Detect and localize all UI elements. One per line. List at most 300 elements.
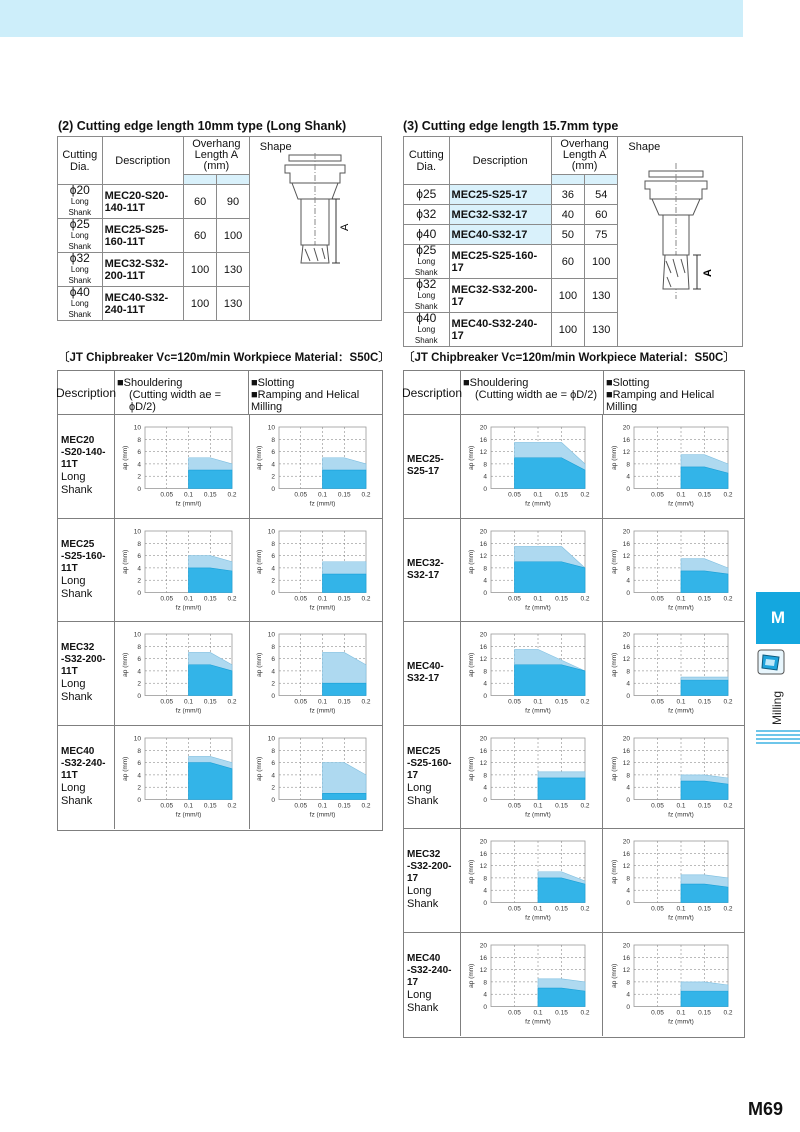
- x-tick-label: 0.2: [723, 905, 733, 913]
- x-axis-label: fz (mm/t): [525, 1018, 551, 1025]
- shouldering-chart-cell: [115, 415, 250, 519]
- section3-spec-table: [403, 136, 743, 347]
- x-tick-label: 0.05: [651, 595, 664, 602]
- x-axis-label: fz (mm/t): [309, 500, 336, 508]
- y-tick-label: 0: [271, 693, 275, 700]
- left-chart-grid: [57, 370, 383, 831]
- y-tick-label: 4: [483, 887, 487, 895]
- y-tick-label: 8: [271, 540, 275, 548]
- y-tick-label: 8: [483, 771, 487, 779]
- y-tick-label: 2: [137, 680, 141, 688]
- y-tick-label: 8: [626, 978, 630, 986]
- cutting-condition-chart: [249, 622, 383, 726]
- y-tick-label: 20: [622, 942, 630, 949]
- dia-cell: ϕ40 Long Shank: [58, 287, 103, 321]
- y-tick-label: 8: [626, 875, 630, 883]
- y-tick-label: 20: [479, 942, 487, 949]
- slotting-chart-cell: [604, 933, 745, 1037]
- chart-row-description: [58, 622, 115, 725]
- dia-cell: ϕ40 Long Shank: [404, 313, 450, 347]
- shouldering-chart-cell: [115, 622, 250, 726]
- description-line: Long Shank: [61, 471, 93, 497]
- cutting-condition-chart: [115, 415, 249, 519]
- chart-row-description: [404, 726, 461, 829]
- x-tick-label: 0.2: [227, 698, 237, 706]
- chart-row: [404, 415, 744, 519]
- x-tick-label: 0.2: [361, 595, 371, 602]
- cutting-condition-chart: [604, 519, 745, 623]
- y-tick-label: 4: [271, 668, 275, 676]
- y-axis-label: ap (mm): [611, 445, 618, 470]
- x-tick-label: 0.15: [555, 698, 568, 706]
- x-tick-label: 0.05: [160, 698, 174, 706]
- value-cell: 100: [183, 253, 216, 287]
- x-tick-label: 0.15: [555, 491, 568, 499]
- slotting-chart-cell: [249, 726, 383, 830]
- y-tick-label: 2: [271, 577, 275, 585]
- y-tick-label: 16: [622, 643, 630, 651]
- x-tick-label: 0.1: [183, 802, 194, 809]
- x-tick-label: 0.15: [337, 698, 351, 706]
- x-axis-label: fz (mm/t): [668, 1018, 694, 1025]
- cutting-condition-chart: [249, 726, 383, 830]
- slotting-chart-cell: [604, 726, 745, 830]
- description-line: Long Shank: [61, 574, 93, 600]
- side-label-milling: Milling: [770, 690, 784, 725]
- x-tick-label: 0.2: [580, 491, 590, 499]
- x-tick-label: 0.1: [533, 491, 543, 499]
- chart-row-description: [404, 519, 461, 622]
- x-tick-label: 0.15: [337, 595, 351, 602]
- y-axis-label: ap (mm): [468, 652, 475, 677]
- y-tick-label: 16: [622, 850, 630, 858]
- y-tick-label: 0: [271, 796, 275, 804]
- side-stripes: [756, 730, 800, 746]
- y-tick-label: 4: [483, 577, 487, 585]
- chart-row: [404, 726, 744, 830]
- x-axis-label: fz (mm/t): [309, 811, 336, 818]
- chart-row: [58, 519, 382, 623]
- y-tick-label: 0: [137, 589, 141, 597]
- chart-row-description: [404, 622, 461, 725]
- header-blue-cell: [551, 175, 584, 185]
- grid-header-shouldering: ■Shouldering (Cutting width ae = ϕD/2): [115, 371, 249, 415]
- shouldering-chart-cell: [461, 726, 603, 830]
- y-tick-label: 4: [626, 784, 630, 792]
- value-cell: 130: [585, 279, 618, 313]
- x-tick-label: 0.15: [698, 491, 711, 499]
- cutting-condition-chart: [461, 415, 602, 519]
- y-tick-label: 8: [483, 978, 487, 986]
- x-tick-label: 0.05: [651, 698, 664, 706]
- header-blue-cell: [585, 175, 618, 185]
- description-line: -S32-200-17: [407, 861, 452, 885]
- endmill-drawing: [252, 153, 378, 271]
- value-cell: 90: [217, 185, 250, 219]
- x-tick-label: 0.15: [555, 905, 568, 913]
- y-tick-label: 12: [622, 759, 630, 767]
- value-cell: 100: [551, 313, 584, 347]
- dia-cell: ϕ32: [404, 205, 450, 225]
- description-line: -S25-160-17: [407, 757, 452, 781]
- x-tick-label: 0.2: [580, 1009, 590, 1016]
- series-area-dark: [681, 680, 728, 695]
- desc-cell: MEC40-S32-240-11T: [102, 287, 183, 321]
- x-tick-label: 0.15: [555, 595, 568, 602]
- y-tick-label: 10: [267, 528, 275, 535]
- y-tick-label: 0: [626, 900, 630, 907]
- x-tick-label: 0.1: [533, 905, 543, 913]
- y-tick-label: 6: [137, 449, 141, 457]
- conditions-right: 〔JT Chipbreaker Vc=120m/min Workpiece Material：S50C〕: [403, 352, 735, 364]
- y-axis-label: ap (mm): [468, 756, 475, 781]
- x-axis-label: fz (mm/t): [668, 604, 694, 611]
- value-cell: 60: [585, 205, 618, 225]
- value-cell: 40: [551, 205, 584, 225]
- chart-row-description: [58, 415, 115, 518]
- dia-cell: ϕ32 Long Shank: [58, 253, 103, 287]
- section3-title: (3) Cutting edge length 15.7mm type: [403, 119, 619, 133]
- x-tick-label: 0.2: [580, 802, 590, 809]
- y-tick-label: 2: [271, 473, 275, 481]
- y-tick-label: 16: [622, 436, 630, 444]
- dia-cell: ϕ40: [404, 225, 450, 245]
- cutting-condition-chart: [461, 726, 602, 830]
- y-tick-label: 4: [483, 991, 487, 999]
- x-tick-label: 0.05: [651, 491, 664, 499]
- header-cutting-dia: Cutting Dia.: [404, 137, 450, 185]
- x-tick-label: 0.15: [698, 595, 711, 602]
- x-tick-label: 0.15: [698, 802, 711, 809]
- cutting-condition-chart: [461, 519, 602, 623]
- desc-cell: MEC32-S32-17: [449, 205, 551, 225]
- y-tick-label: 10: [267, 735, 275, 742]
- cutting-condition-chart: [461, 622, 602, 726]
- x-tick-label: 0.15: [337, 802, 351, 809]
- y-axis-label: ap (mm): [611, 859, 618, 884]
- value-cell: 100: [551, 279, 584, 313]
- y-axis-label: ap (mm): [122, 652, 129, 677]
- y-tick-label: 12: [479, 759, 487, 767]
- y-tick-label: 10: [133, 528, 141, 535]
- x-tick-label: 0.15: [203, 802, 217, 809]
- y-tick-label: 0: [626, 589, 630, 597]
- value-cell: 75: [585, 225, 618, 245]
- chart-row: [58, 622, 382, 726]
- y-tick-label: 0: [483, 796, 487, 804]
- y-tick-label: 20: [479, 735, 487, 742]
- y-tick-label: 12: [622, 966, 630, 974]
- grid-header-slotting: ■Slotting ■Ramping and Helical Milling: [604, 371, 744, 415]
- value-cell: 60: [183, 185, 216, 219]
- shouldering-chart-cell: [461, 622, 603, 726]
- x-tick-label: 0.2: [723, 491, 733, 499]
- y-tick-label: 0: [626, 486, 630, 493]
- top-color-band: [0, 0, 743, 37]
- y-tick-label: 4: [137, 668, 141, 676]
- y-tick-label: 20: [479, 424, 487, 432]
- x-tick-label: 0.15: [555, 1009, 568, 1016]
- x-tick-label: 0.05: [160, 595, 174, 602]
- x-tick-label: 0.15: [203, 595, 217, 602]
- desc-cell: MEC25-S25-160-17: [449, 245, 551, 279]
- x-axis-label: fz (mm/t): [175, 707, 202, 715]
- x-axis-label: fz (mm/t): [525, 500, 551, 508]
- y-tick-label: 10: [133, 631, 141, 639]
- section2-title: (2) Cutting edge length 10mm type (Long Shank): [58, 119, 347, 133]
- y-tick-label: 12: [622, 552, 630, 560]
- y-tick-label: 0: [137, 693, 141, 700]
- x-tick-label: 0.2: [723, 1009, 733, 1016]
- dim-a-label: A: [702, 269, 715, 277]
- x-tick-label: 0.1: [183, 595, 194, 602]
- description-line: MEC20: [61, 435, 95, 447]
- x-tick-label: 0.1: [676, 491, 686, 499]
- chart-row: [404, 519, 744, 623]
- description-line: Long Shank: [407, 989, 439, 1015]
- x-tick-label: 0.1: [533, 595, 543, 602]
- grid-header-slotting: ■Slotting ■Ramping and Helical Milling: [249, 371, 382, 415]
- x-tick-label: 0.05: [508, 1009, 521, 1016]
- x-axis-label: fz (mm/t): [175, 500, 202, 508]
- chart-row-description: [404, 933, 461, 1037]
- series-area-dark: [323, 470, 367, 488]
- y-tick-label: 0: [626, 693, 630, 700]
- cutting-condition-chart: [604, 933, 745, 1037]
- description-line: Long Shank: [61, 782, 93, 808]
- y-tick-label: 0: [483, 486, 487, 493]
- y-tick-label: 16: [479, 540, 487, 548]
- y-tick-label: 10: [267, 424, 275, 432]
- y-tick-label: 0: [626, 1003, 630, 1011]
- slotting-chart-cell: [249, 622, 383, 726]
- x-tick-label: 0.2: [361, 698, 371, 706]
- x-tick-label: 0.1: [533, 802, 543, 809]
- x-tick-label: 0.15: [555, 802, 568, 809]
- y-tick-label: 4: [271, 461, 275, 469]
- y-tick-label: 2: [137, 784, 141, 792]
- x-tick-label: 0.15: [698, 1009, 711, 1016]
- x-tick-label: 0.2: [227, 491, 237, 499]
- y-tick-label: 4: [271, 564, 275, 572]
- x-tick-label: 0.2: [723, 698, 733, 706]
- y-tick-label: 0: [483, 589, 487, 597]
- description-line: Long Shank: [407, 781, 439, 807]
- shouldering-chart-cell: [115, 726, 250, 830]
- y-tick-label: 4: [483, 784, 487, 792]
- y-tick-label: 8: [137, 747, 141, 755]
- y-axis-label: ap (mm): [122, 445, 129, 470]
- dia-cell: ϕ20 Long Shank: [58, 185, 103, 219]
- header-description: Description: [449, 137, 551, 185]
- desc-cell: MEC32-S32-200-17: [449, 279, 551, 313]
- section-tab-m[interactable]: M: [756, 592, 800, 644]
- x-tick-label: 0.2: [723, 595, 733, 602]
- y-tick-label: 2: [137, 473, 141, 481]
- y-tick-label: 0: [483, 1003, 487, 1011]
- value-cell: 100: [217, 219, 250, 253]
- y-tick-label: 10: [267, 631, 275, 639]
- slotting-chart-cell: [604, 415, 745, 519]
- shouldering-chart-cell: [115, 519, 250, 623]
- series-area-dark: [515, 561, 586, 592]
- grid-header-description: Description: [58, 371, 115, 415]
- dia-cell: ϕ25 Long Shank: [58, 219, 103, 253]
- y-tick-label: 12: [479, 863, 487, 871]
- x-tick-label: 0.2: [227, 595, 237, 602]
- y-tick-label: 16: [479, 747, 487, 755]
- grid-header-description: Description: [404, 371, 461, 415]
- chart-row-description: [58, 519, 115, 622]
- y-tick-label: 16: [479, 954, 487, 962]
- desc-cell: MEC40-S32-240-17: [449, 313, 551, 347]
- x-tick-label: 0.1: [676, 1009, 686, 1016]
- y-tick-label: 0: [483, 693, 487, 700]
- value-cell: 130: [585, 313, 618, 347]
- x-tick-label: 0.05: [651, 905, 664, 913]
- y-tick-label: 4: [483, 473, 487, 481]
- y-axis-label: ap (mm): [611, 756, 618, 781]
- y-tick-label: 16: [479, 850, 487, 858]
- x-axis-label: fz (mm/t): [525, 811, 551, 818]
- dim-a-label: A: [339, 223, 352, 231]
- y-tick-label: 8: [137, 643, 141, 651]
- chart-row-description: [404, 415, 461, 518]
- x-tick-label: 0.05: [508, 491, 521, 499]
- value-cell: 50: [551, 225, 584, 245]
- y-tick-label: 0: [137, 486, 141, 493]
- y-tick-label: 20: [622, 424, 630, 432]
- y-tick-label: 8: [271, 436, 275, 444]
- x-tick-label: 0.1: [317, 698, 328, 706]
- y-axis-label: ap (mm): [122, 756, 129, 781]
- y-tick-label: 8: [137, 540, 141, 548]
- x-tick-label: 0.1: [317, 595, 328, 602]
- x-tick-label: 0.1: [676, 698, 686, 706]
- dia-cell: ϕ32 Long Shank: [404, 279, 450, 313]
- series-area-dark: [515, 665, 586, 696]
- x-tick-label: 0.1: [533, 698, 543, 706]
- shouldering-chart-cell: [461, 829, 603, 933]
- value-cell: 36: [551, 185, 584, 205]
- x-tick-label: 0.1: [183, 698, 194, 706]
- x-axis-label: fz (mm/t): [525, 604, 551, 611]
- x-tick-label: 0.05: [294, 698, 308, 706]
- chart-row: [58, 415, 382, 519]
- x-tick-label: 0.15: [698, 905, 711, 913]
- y-tick-label: 2: [137, 577, 141, 585]
- desc-cell: MEC20-S20-140-11T: [102, 185, 183, 219]
- header-overhang: Overhang Length A (mm): [551, 137, 618, 175]
- chart-row: [404, 829, 744, 933]
- y-tick-label: 16: [622, 540, 630, 548]
- y-tick-label: 8: [271, 747, 275, 755]
- y-tick-label: 4: [626, 577, 630, 585]
- milling-insert-icon: [757, 649, 785, 675]
- y-axis-label: ap (mm): [256, 445, 263, 470]
- y-tick-label: 12: [622, 449, 630, 457]
- x-tick-label: 0.15: [203, 698, 217, 706]
- section2-spec-table: [57, 136, 382, 321]
- y-axis-label: ap (mm): [256, 549, 263, 574]
- x-tick-label: 0.15: [698, 698, 711, 706]
- value-cell: 130: [217, 287, 250, 321]
- y-axis-label: ap (mm): [611, 963, 618, 988]
- desc-cell: MEC25-S25-160-11T: [102, 219, 183, 253]
- y-tick-label: 20: [622, 631, 630, 639]
- x-tick-label: 0.05: [508, 905, 521, 913]
- y-tick-label: 6: [137, 759, 141, 767]
- y-axis-label: ap (mm): [611, 652, 618, 677]
- x-tick-label: 0.1: [533, 1009, 543, 1016]
- x-axis-label: fz (mm/t): [525, 707, 551, 715]
- y-axis-label: ap (mm): [122, 549, 129, 574]
- x-axis-label: fz (mm/t): [309, 707, 336, 715]
- x-tick-label: 0.2: [361, 802, 371, 809]
- series-area-dark: [189, 567, 233, 592]
- x-tick-label: 0.15: [337, 491, 351, 499]
- header-cutting-dia: Cutting Dia.: [58, 137, 103, 185]
- right-chart-grid: [403, 370, 745, 1038]
- y-tick-label: 8: [626, 668, 630, 676]
- description-line: MEC40: [61, 746, 95, 758]
- y-tick-label: 6: [271, 449, 275, 457]
- y-tick-label: 6: [271, 759, 275, 767]
- x-tick-label: 0.1: [317, 491, 328, 499]
- x-axis-label: fz (mm/t): [175, 604, 202, 611]
- cutting-condition-chart: [115, 622, 249, 726]
- x-tick-label: 0.2: [723, 802, 733, 809]
- desc-cell: MEC40-S32-17: [449, 225, 551, 245]
- x-tick-label: 0.05: [160, 802, 174, 809]
- chart-row: [404, 622, 744, 726]
- x-tick-label: 0.05: [294, 802, 308, 809]
- y-tick-label: 6: [271, 552, 275, 560]
- series-area-dark: [189, 470, 233, 488]
- description-line: MEC32: [61, 642, 95, 654]
- y-axis-label: ap (mm): [611, 549, 618, 574]
- x-axis-label: fz (mm/t): [525, 914, 551, 922]
- header-blue-cell: [217, 175, 250, 185]
- description-line: -S32-240-17: [407, 965, 452, 989]
- dia-cell: ϕ25 Long Shank: [404, 245, 450, 279]
- cutting-condition-chart: [249, 415, 383, 519]
- y-tick-label: 12: [479, 656, 487, 664]
- shape-label: Shape: [628, 141, 661, 153]
- x-axis-label: fz (mm/t): [668, 914, 694, 922]
- x-tick-label: 0.1: [676, 905, 686, 913]
- description-line: -S20-140-11T: [61, 447, 106, 471]
- y-tick-label: 20: [622, 528, 630, 535]
- shape-label: Shape: [259, 141, 292, 153]
- y-axis-label: ap (mm): [468, 859, 475, 884]
- series-area-dark: [538, 777, 585, 799]
- y-tick-label: 4: [626, 991, 630, 999]
- value-cell: 100: [183, 287, 216, 321]
- chart-row: [404, 933, 744, 1037]
- x-tick-label: 0.2: [580, 595, 590, 602]
- cutting-condition-chart: [604, 726, 745, 830]
- y-tick-label: 8: [483, 564, 487, 572]
- y-axis-label: ap (mm): [468, 445, 475, 470]
- conditions-left: 〔JT Chipbreaker Vc=120m/min Workpiece Material：S50C〕: [58, 352, 390, 364]
- desc-cell: MEC25-S25-17: [449, 185, 551, 205]
- header-description: Description: [102, 137, 183, 185]
- y-tick-label: 6: [137, 552, 141, 560]
- description-line: -S32-240-11T: [61, 758, 106, 782]
- y-tick-label: 20: [479, 838, 487, 846]
- y-tick-label: 16: [479, 643, 487, 651]
